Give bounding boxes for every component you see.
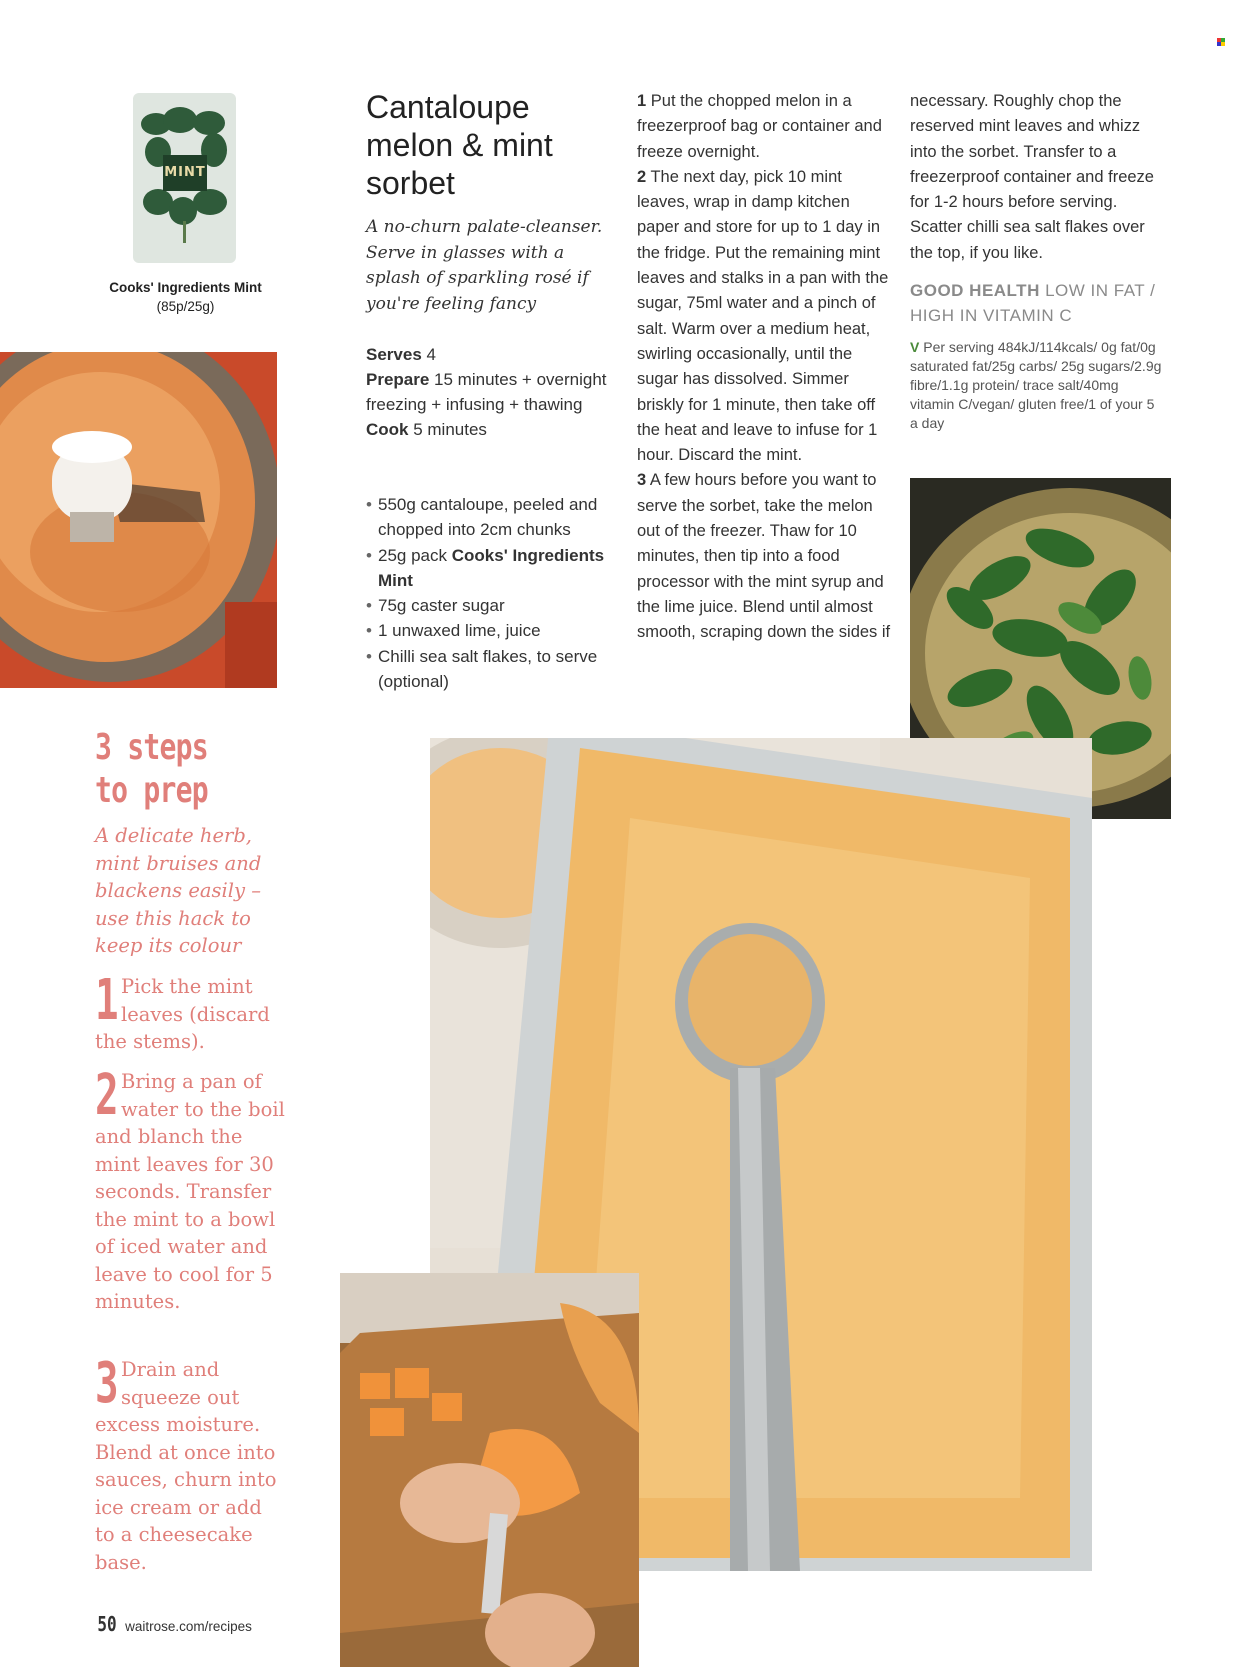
footer-url[interactable]: waitrose.com/recipes	[125, 1619, 252, 1634]
prep-step-3	[95, 1351, 285, 1576]
method-step-2	[637, 165, 892, 469]
recipe-meta	[366, 342, 616, 442]
recipe-intro: A no-churn palate-cleanser. Serve in glasses with a splash of sparkling rosé if you're feeling fancy	[366, 217, 603, 314]
food-processor-photo	[0, 352, 277, 688]
product-caption	[88, 278, 283, 316]
ingredient-product: Cooks' Ingredients Mint	[378, 545, 605, 590]
prep-step-text: Bring a pan of water to the boil and blanch the mint leaves for 30 seconds. Transfer the mint to a bowl of iced water and leave to cool for 5 minutes.	[95, 1070, 285, 1313]
serves-label: Serves	[366, 345, 422, 364]
method-step-number: 3	[637, 471, 647, 490]
corner-color-mark	[1217, 33, 1225, 41]
ingredients-list	[366, 492, 624, 694]
method-step-3-continued: necessary. Roughly chop the reserved mint leaves and whizz into the sorbet. Transfer to a freezerproof container and freeze for 1-2 hours before serving. Scatter chilli sea salt flakes over the top, if you like.	[910, 92, 1154, 262]
cook-value: 5 minutes	[408, 420, 487, 439]
method-step-text: Put the chopped melon in a freezerproof bag or container and freeze overnight.	[637, 92, 882, 161]
prep-intro: A delicate herb, mint bruises and blackens easily – use this hack to keep its colour	[95, 824, 262, 957]
cook-line	[366, 417, 616, 442]
ingredient-item: • 550g cantaloupe, peeled and chopped into 2cm chunks	[366, 492, 624, 543]
good-health-label: GOOD HEALTH	[910, 281, 1040, 300]
prepare-label: Prepare	[366, 370, 430, 389]
method-step-3	[637, 468, 892, 645]
page-number: 50	[97, 1612, 117, 1636]
melon-cutting-photo	[340, 1273, 639, 1667]
vegan-marker: V	[910, 339, 920, 355]
prep-heading-line-2: to prep	[95, 770, 208, 811]
method-step-text: The next day, pick 10 mint leaves, wrap in damp kitchen paper and store for up to 1 day in the fridge. Put the remaining mint leaves and stalks in a pan with the sugar, 75ml water and a pinch of salt. Warm over a medium heat, swirling occasionally, until the sugar has dissolved. Simmer briskly for 1 minute, then take off the heat and leave to infuse for 1 hour. Discard the mint.	[637, 167, 889, 465]
good-health-badge	[910, 278, 1165, 328]
method-step-number: 2	[637, 167, 647, 186]
method-step-number: 1	[637, 92, 647, 110]
cook-label: Cook	[366, 420, 409, 439]
mint-pack-label: MINT	[163, 155, 207, 191]
prep-step-text: Pick the mint leaves (discard the stems).	[95, 975, 270, 1053]
prep-heading-line-1: 3 steps	[95, 727, 208, 768]
good-health-text: LOW IN FAT / HIGH IN VITAMIN C	[910, 281, 1156, 325]
nutrition-text: Per serving 484kJ/114kcals/ 0g fat/0g saturated fat/25g carbs/ 25g sugars/2.9g fibre/1.1g protein/ trace salt/40mg vitamin C/vegan/ gluten free/1 of your 5 a day	[910, 339, 1162, 431]
product-name: Cooks' Ingredients Mint	[109, 280, 262, 295]
prep-heading	[95, 726, 235, 812]
prep-step-number: 3	[95, 1351, 119, 1416]
serves-value: 4	[421, 345, 436, 364]
ingredient-item: • 1 unwaxed lime, juice	[366, 618, 624, 643]
prep-step-number: 2	[95, 1063, 119, 1128]
product-price: (85p/25g)	[156, 299, 215, 314]
mint-pack-image	[133, 93, 236, 263]
prep-step-2	[95, 1063, 285, 1316]
prep-step-text: Drain and squeeze out excess moisture. Blend at once into sauces, churn into ice cream or add to a cheesecake base.	[95, 1358, 277, 1574]
page-footer	[95, 1612, 335, 1636]
prep-step-1	[95, 968, 285, 1056]
recipe-title: Cantaloupe melon & mint sorbet	[366, 89, 553, 201]
prepare-value: 15 minutes + overnight freezing + infusing + thawing	[366, 370, 607, 414]
method-column-2	[910, 89, 1165, 266]
ingredient-text: 25g pack	[378, 545, 452, 565]
prep-step-number: 1	[95, 968, 119, 1033]
method-column-1	[637, 89, 892, 646]
method-step-1	[637, 89, 892, 165]
ingredient-item: • Chilli sea salt flakes, to serve (optional)	[366, 644, 624, 695]
ingredient-item	[366, 543, 624, 594]
method-step-text: A few hours before you want to serve the sorbet, take the melon out of the freezer. Thaw for 10 minutes, then tip into a food processor with the mint syrup and the lime juice. Blend until almost smooth, scraping down the sides if	[637, 471, 891, 642]
nutrition-info	[910, 338, 1165, 433]
ingredient-item: • 75g caster sugar	[366, 593, 624, 618]
prepare-line	[366, 367, 616, 417]
serves-line	[366, 342, 616, 367]
